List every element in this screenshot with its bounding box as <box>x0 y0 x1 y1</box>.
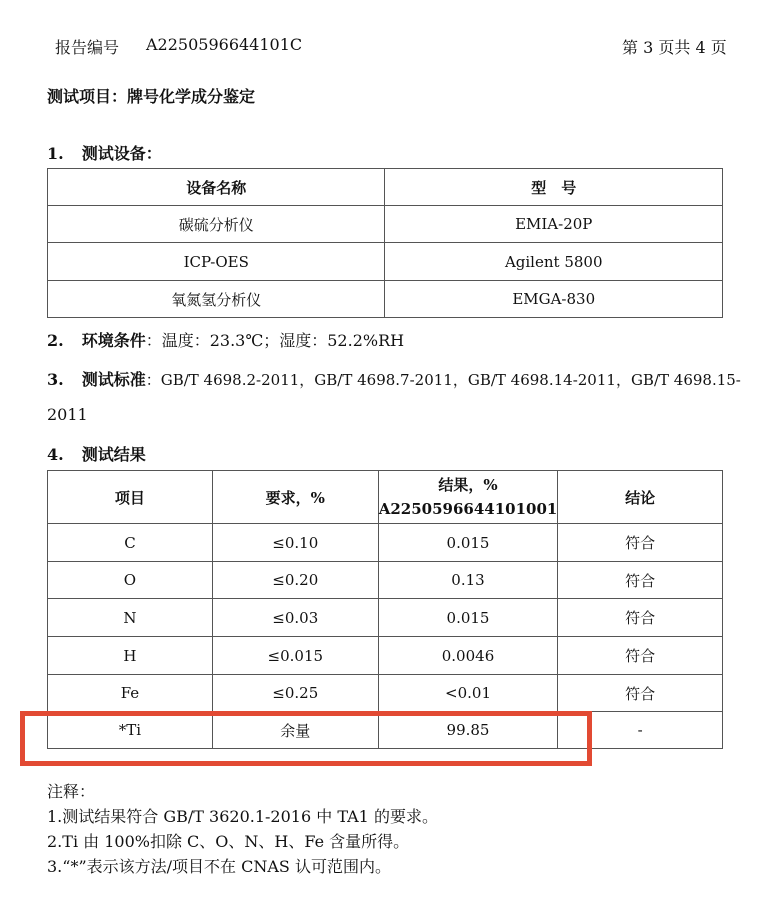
element-cell: C <box>48 524 213 562</box>
section-1-heading <box>47 141 162 164</box>
table-row <box>48 243 723 281</box>
conclusion-cell: 符合 <box>558 562 723 599</box>
table-row <box>48 637 723 675</box>
test-item-value: 牌号化学成分鉴定 <box>127 87 256 106</box>
highlight-box <box>20 711 592 766</box>
conclusion-cell: 符合 <box>558 599 723 637</box>
element-cell: H <box>48 637 213 675</box>
element-cell: *Ti <box>48 712 213 749</box>
requirement-cell: ≤0.20 <box>212 562 378 599</box>
requirement-cell: ≤0.10 <box>212 524 378 562</box>
test-item-label: 测试项目： <box>47 87 128 106</box>
note-item-1: 1.测试结果符合 GB/T 3620.1-2016 中 TA1 的要求。 <box>47 807 438 826</box>
section-3 <box>47 367 741 390</box>
note-item-3: 3.“*”表示该方法/项目不在 CNAS 认可范围内。 <box>47 857 391 876</box>
section-2-num: 2. <box>47 331 64 350</box>
result-cell: 0.0046 <box>378 637 558 675</box>
section-4-num: 4. <box>47 445 64 464</box>
equipment-header-row <box>48 169 723 206</box>
conclusion-cell: - <box>558 712 723 749</box>
result-cell: 0.015 <box>378 599 558 637</box>
equipment-name-cell: 氧氮氢分析仪 <box>48 281 385 318</box>
table-row <box>48 524 723 562</box>
section-1-title: 测试设备： <box>81 144 162 163</box>
section-3-text-cont: 2011 <box>47 405 88 424</box>
section-3-num: 3. <box>47 370 64 389</box>
table-row <box>48 281 723 318</box>
equipment-name-cell: ICP-OES <box>48 243 385 281</box>
results-header-requirement: 要求，% <box>212 471 378 524</box>
section-2-text: ：温度：23.3℃；湿度：52.2%RH <box>145 331 405 350</box>
equipment-table <box>47 168 723 318</box>
result-cell: <0.01 <box>378 675 558 712</box>
requirement-cell: ≤0.015 <box>212 637 378 675</box>
conclusion-cell: 符合 <box>558 675 723 712</box>
result-cell: 99.85 <box>378 712 558 749</box>
notes-title: 注释： <box>47 782 96 801</box>
conclusion-cell: 符合 <box>558 524 723 562</box>
results-header-row <box>48 471 723 524</box>
equipment-name-cell: 碳硫分析仪 <box>48 206 385 243</box>
element-cell: N <box>48 599 213 637</box>
results-header-result <box>378 471 558 524</box>
conclusion-cell: 符合 <box>558 637 723 675</box>
table-row <box>48 675 723 712</box>
note-item-2: 2.Ti 由 100%扣除 C、O、N、H、Fe 含量所得。 <box>47 832 410 851</box>
section-4-heading <box>47 442 146 465</box>
requirement-cell: ≤0.25 <box>212 675 378 712</box>
section-2 <box>47 328 404 351</box>
equipment-model-cell: Agilent 5800 <box>385 243 723 281</box>
equipment-model-cell: EMGA-830 <box>385 281 723 318</box>
result-cell: 0.015 <box>378 524 558 562</box>
equipment-header-name: 设备名称 <box>48 169 385 206</box>
element-cell: Fe <box>48 675 213 712</box>
element-cell: O <box>48 562 213 599</box>
report-number: A2250596644101C <box>146 35 303 54</box>
result-cell: 0.13 <box>378 562 558 599</box>
results-header-sample-id: A2250596644101001 <box>378 500 558 518</box>
section-4-title: 测试结果 <box>81 445 146 464</box>
page-info: 第 3 页共 4 页 <box>622 38 727 57</box>
section-2-title: 环境条件 <box>81 331 146 350</box>
table-row <box>48 562 723 599</box>
results-table <box>47 470 723 749</box>
table-row <box>48 599 723 637</box>
table-row <box>48 206 723 243</box>
equipment-model-cell: EMIA-20P <box>385 206 723 243</box>
equipment-header-model: 型 号 <box>385 169 723 206</box>
results-header-result-label: 结果，% <box>438 476 498 494</box>
results-header-conclusion: 结论 <box>558 471 723 524</box>
requirement-cell: 余量 <box>212 712 378 749</box>
results-header-item: 项目 <box>48 471 213 524</box>
notes <box>47 779 438 879</box>
section-3-title: 测试标准 <box>81 370 146 389</box>
section-3-text: ：GB/T 4698.2-2011，GB/T 4698.7-2011，GB/T 4698.14-2011，GB/T 4698.15- <box>145 371 741 389</box>
requirement-cell: ≤0.03 <box>212 599 378 637</box>
test-item <box>47 84 255 107</box>
report-number-label: 报告编号 <box>55 38 120 57</box>
section-1-num: 1. <box>47 144 64 163</box>
